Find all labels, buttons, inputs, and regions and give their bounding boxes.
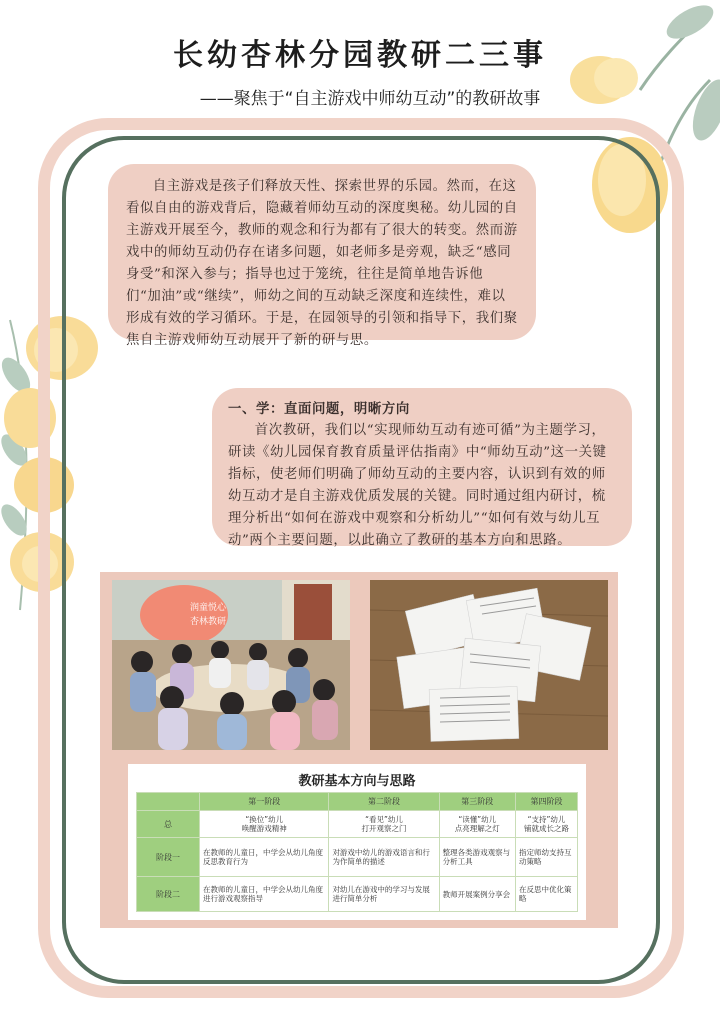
plan-table-cell: 整理各类游戏观察与分析工具	[439, 838, 515, 877]
plan-table-cell: 对游戏中幼儿的游戏语言和行为作简单的描述	[329, 838, 439, 877]
plan-table-cell: 在教师的儿童日，中学会从幼儿角度进行游戏观察指导	[200, 877, 329, 912]
plan-table-header-row	[137, 793, 578, 811]
table-row	[137, 838, 578, 877]
plan-table-header-cell: 第一阶段	[200, 793, 329, 811]
plan-table-cell: “读懂”幼儿 点亮理解之灯	[439, 811, 515, 838]
banner-text-1: 润童悦心	[190, 603, 227, 613]
plan-table-row-label: 总	[137, 811, 200, 838]
plan-table-image	[128, 764, 586, 920]
plan-table-cell: 在教师的儿童日，中学会从幼儿角度反思教育行为	[200, 838, 329, 877]
page-subtitle: ——聚焦于“自主游戏中师幼互动”的教研故事	[199, 89, 541, 109]
photo-teachers-meeting	[112, 580, 350, 750]
plan-table-header-cell: 第三阶段	[439, 793, 515, 811]
banner-text-2: 杏林教研	[190, 617, 227, 627]
section1-card	[212, 388, 632, 546]
plan-table-cell: “支持”幼儿 铺就成长之路	[516, 811, 578, 838]
intro-text: 自主游戏是孩子们释放天性、探索世界的乐园。然而，在这看似自由的游戏背后，隐藏着师幼互动的深度奥秘。幼儿园的自主游戏开展至今，教师的观念和行为都有了很大的转变。然而游戏中的师幼互动仍存在诸多问题，如老师多是旁观，缺乏“感同身受”和深入参与；指导也过于笼统，往往是简单地告诉他们“加油”或“继续”，师幼之间的互动缺乏深度和连续性，难以形成有效的学习循环。于是，在园领导的引领和指导下，我们聚焦自主游戏师幼互动展开了新的研与思。	[126, 179, 518, 348]
plan-table-cell: “看见”幼儿 打开观察之门	[329, 811, 439, 838]
intro-card	[108, 164, 536, 348]
table-row	[137, 877, 578, 912]
page-title: 长幼杏林分园教研二三事	[173, 38, 547, 73]
plan-table-row-label: 阶段二	[137, 877, 200, 912]
plan-table-cell: 对幼儿在游戏中的学习与发展进行简单分析	[329, 877, 439, 912]
plan-table-cell: 指定师幼支持互动策略	[516, 838, 578, 877]
plan-table	[136, 792, 578, 912]
plan-table-header-cell: 第四阶段	[516, 793, 578, 811]
plan-table-title: 教研基本方向与思路	[298, 774, 416, 789]
section1-heading: 一、学：直面问题，明晰方向	[228, 401, 410, 417]
table-row	[137, 811, 578, 838]
section1-text: 首次教研，我们以“实现师幼互动有迹可循”为主题学习，研读《幼儿园保育教育质量评估指南》中“师幼互动”这一关键指标，使老师们明确了师幼互动的主要内容，认识到有效的师幼互动才是自主游戏优质发展的关键。同时通过组内研讨，梳理分析出“如何在游戏中观察和分析幼儿”“如何有效与幼儿互动”两个主要问题，以此确立了教研的基本方向和思路。	[228, 423, 607, 548]
plan-table-cell: 在反思中优化策略	[516, 877, 578, 912]
plan-table-cell: “换位”幼儿 唤醒游戏精神	[200, 811, 329, 838]
plan-table-cell: 教师开展案例分享会	[439, 877, 515, 912]
plan-table-row-label: 阶段一	[137, 838, 200, 877]
photo-documents	[370, 580, 608, 750]
plan-table-header-cell: 第二阶段	[329, 793, 439, 811]
plan-table-header-cell	[137, 793, 200, 811]
